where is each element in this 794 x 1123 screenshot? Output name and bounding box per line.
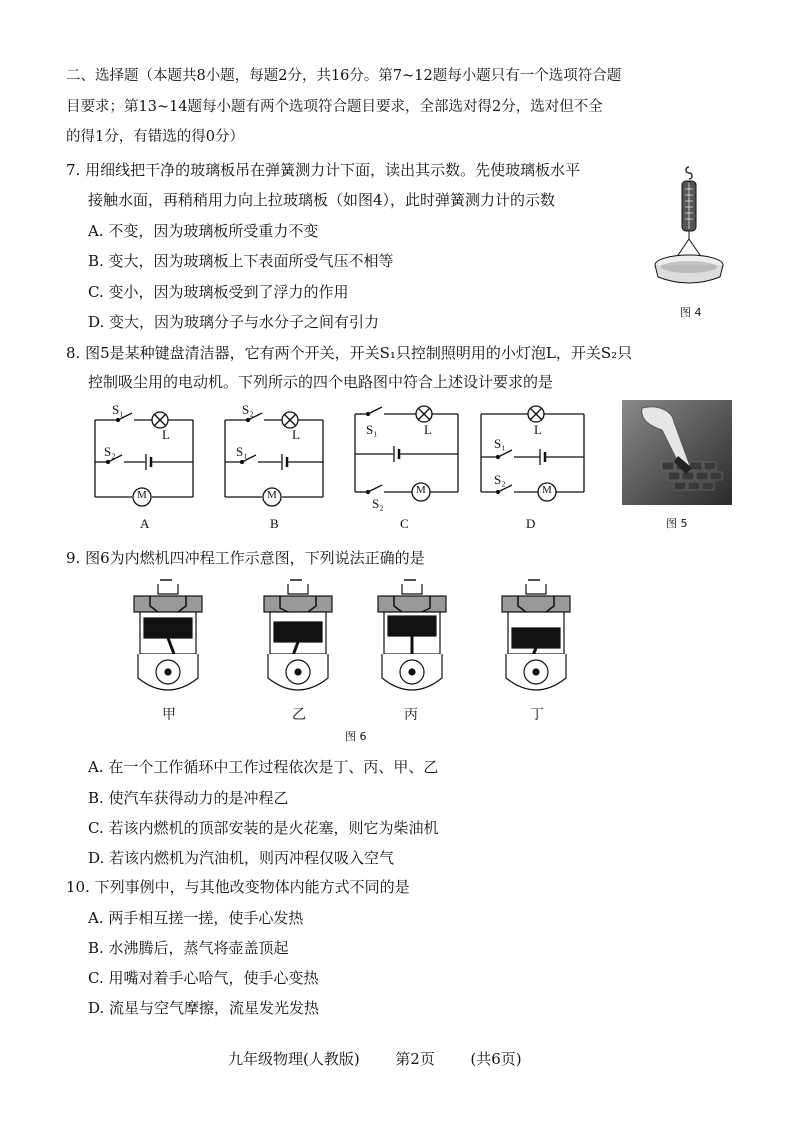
figure-5-caption: 图 5: [666, 517, 688, 530]
q9-stem: 9. 图6为内燃机四冲程工作示意图，下列说法正确的是: [66, 549, 425, 567]
q9-option-c: C. 若该内燃机的顶部安装的是火花塞，则它为柴油机: [88, 819, 439, 837]
q7-option-c: C. 变小，因为玻璃板受到了浮力的作用: [88, 283, 349, 301]
circuit-b-letter: B: [270, 516, 279, 531]
figure-4-spring-scale: [652, 165, 732, 295]
q10-option-d: D. 流星与空气摩擦，流星发光发热: [88, 999, 320, 1017]
circuit-a-motor-label: M: [137, 489, 147, 501]
q7-stem-line1: 7. 用细线把干净的玻璃板吊在弹簧测力计下面，读出其示数。先使玻璃板水平: [66, 161, 581, 179]
q10-option-b: B. 水沸腾后，蒸气将壶盖顶起: [88, 939, 289, 957]
q7-option-d: D. 变大，因为玻璃分子与水分子之间有引力: [88, 313, 380, 331]
circuit-c-s1-label: S₁: [366, 422, 378, 437]
section-header-line2: 目要求；第13~14题每小题有两个选项符合题目要求，全部选对得2分，选对但不全: [66, 99, 603, 115]
circuit-c-motor-label: M: [416, 484, 426, 496]
engine-bing-label: 丙: [404, 707, 418, 723]
circuit-b: [220, 402, 330, 532]
figure-6-caption: 图 6: [345, 730, 367, 743]
q8-stem-line2: 控制吸尘用的电动机。下列所示的四个电路图中符合上述设计要求的是: [88, 373, 554, 391]
circuit-d-motor-label: M: [542, 484, 552, 496]
q9-option-b: B. 使汽车获得动力的是冲程乙: [88, 789, 289, 807]
engine-jia: [128, 578, 208, 723]
q8-stem-line1: 8. 图5是某种键盘清洁器，它有两个开关，开关S₁只控制照明用的小灯泡L，开关S₂只: [66, 344, 633, 362]
engine-jia-label: 甲: [162, 707, 176, 723]
section-header-line3: 的得1分，有错选的得0分）: [66, 129, 244, 145]
circuit-a-s2-label: S₂: [104, 444, 116, 459]
footer-subject: 九年级物理(人教版): [228, 1050, 360, 1068]
engine-ding: [496, 578, 576, 723]
circuit-a: [90, 402, 200, 532]
circuit-b-s2-label: S₂: [242, 402, 254, 417]
engine-bing: [372, 578, 452, 723]
circuit-a-s1-label: S₁: [112, 402, 124, 417]
circuit-d-s2-label: S₂: [494, 472, 506, 487]
figure-5-keyboard-cleaner-photo: [622, 400, 732, 505]
circuit-b-lamp-label: L: [292, 427, 300, 442]
figure-4-caption: 图 4: [680, 306, 702, 319]
circuit-d: [476, 402, 591, 532]
q10-stem: 10. 下列事例中，与其他改变物体内能方式不同的是: [66, 878, 410, 896]
q10-option-a: A. 两手相互搓一搓，使手心发热: [88, 909, 304, 927]
engine-yi-label: 乙: [292, 707, 306, 723]
circuit-d-letter: D: [526, 516, 536, 531]
engine-yi: [258, 578, 338, 723]
circuit-c: [350, 402, 465, 532]
circuit-a-lamp-label: L: [162, 427, 170, 442]
circuit-a-letter: A: [140, 516, 150, 531]
circuit-c-letter: C: [400, 516, 409, 531]
page-footer: [228, 1048, 522, 1069]
engine-ding-label: 丁: [530, 707, 544, 723]
circuit-c-lamp-label: L: [424, 422, 432, 437]
q7-stem-line2: 接触水面，再稍稍用力向上拉玻璃板（如图4），此时弹簧测力计的示数: [88, 191, 556, 209]
circuit-d-s1-label: S₁: [494, 436, 506, 451]
footer-total-pages: (共6页): [470, 1050, 522, 1068]
q9-option-d: D. 若该内燃机为汽油机，则丙冲程仅吸入空气: [88, 849, 395, 867]
circuit-b-motor-label: M: [267, 489, 277, 501]
section-header-line1: 二、选择题（本题共8小题，每题2分，共16分。第7~12题每小题只有一个选项符合题: [66, 68, 622, 84]
circuit-b-s1-label: S₁: [236, 444, 248, 459]
q7-option-b: B. 变大，因为玻璃板上下表面所受气压不相等: [88, 252, 394, 270]
q10-option-c: C. 用嘴对着手心哈气，使手心变热: [88, 969, 319, 987]
footer-page-number: 第2页: [395, 1050, 435, 1068]
circuit-c-s2-label: S₂: [372, 496, 384, 511]
q9-option-a: A. 在一个工作循环中工作过程依次是丁、丙、甲、乙: [88, 758, 439, 776]
q7-option-a: A. 不变，因为玻璃板所受重力不变: [88, 222, 319, 240]
circuit-d-lamp-label: L: [534, 422, 542, 437]
